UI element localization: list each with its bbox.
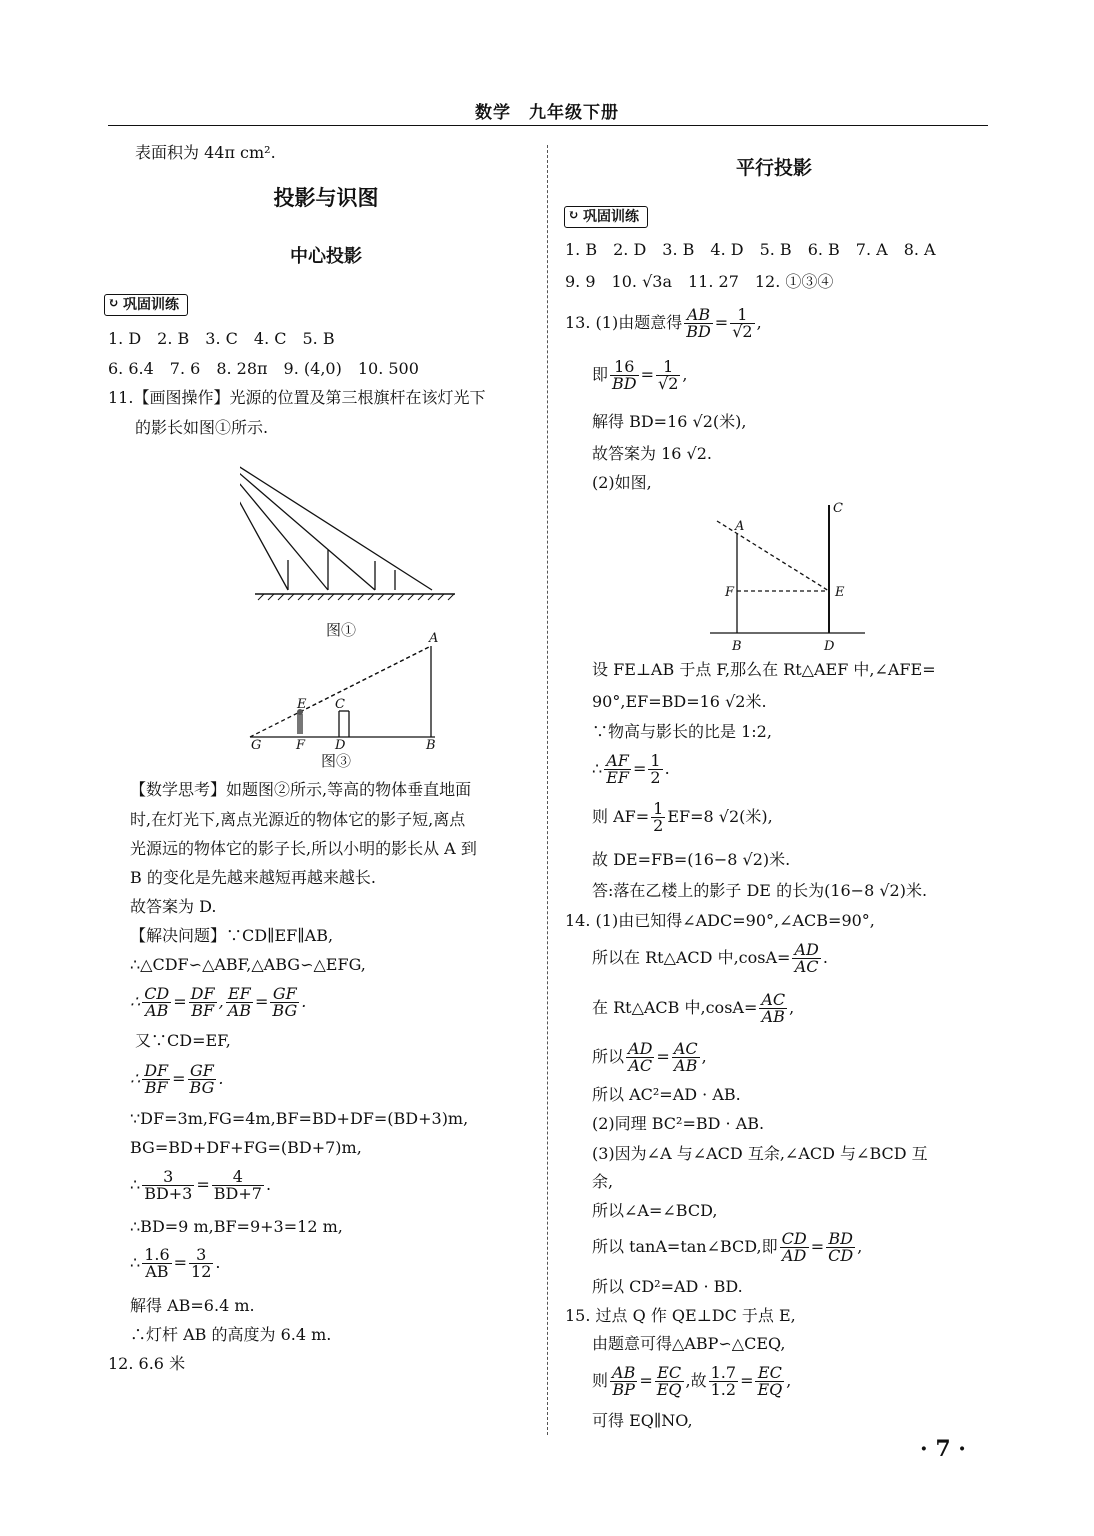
solve-line-1: 【解决问题】∵CD∥EF∥AB,: [130, 926, 334, 945]
q13-equation-4: 则 AF= $\frac{1}{2}$ EF=8 √2(米),: [592, 799, 773, 835]
q15-line-1: 15. 过点 Q 作 QE⊥DC 于点 E,: [565, 1306, 796, 1325]
running-header: 数学 九年级下册: [475, 103, 619, 123]
chapter-title: 投影与识图: [273, 185, 379, 210]
q14-line-7: 所以 CD²=AD · BD.: [592, 1277, 743, 1296]
q13-equation-1: 13. (1)由题意得 $\frac{AB}{BD}$ = $\frac{1}{√2}$ ,: [565, 305, 762, 341]
think-line-2: 时,在灯光下,离点光源近的物体它的影子短,离点: [130, 810, 466, 829]
q13-line-9: 故 DE=FB=(16−8 √2)米.: [592, 850, 791, 869]
column-divider: [547, 145, 548, 1435]
answers-line-2: 6. 6.4 7. 6 8. 28π 9. (4,0) 10. 500: [108, 359, 419, 378]
q13-figure: [705, 495, 870, 655]
badge-arrow-icon: ↻: [108, 296, 119, 311]
figure-3: [245, 628, 460, 750]
svg-text:B: B: [426, 738, 436, 750]
solve-line-3: 又∵CD=EF,: [135, 1031, 231, 1050]
q15-line-2: 由题意可得△ABP∽△CEQ,: [592, 1334, 786, 1353]
svg-text:F: F: [296, 738, 306, 750]
q13-line-8: ∵物高与影长的比是 1:2,: [592, 722, 772, 741]
answers-line-1: 1. D 2. B 3. C 4. C 5. B: [108, 329, 335, 348]
think-line-5: 故答案为 D.: [130, 897, 217, 916]
svg-text:C: C: [335, 697, 345, 712]
q14-equation-4: 所以 tanA=tan∠BCD,即 $\frac{CD}{AD}$ = $\frac{BD}{CD}$ ,: [592, 1229, 863, 1265]
q14-equation-3: 所以 $\frac{AD}{AC}$ = $\frac{AC}{AB}$ ,: [592, 1039, 707, 1075]
q14-equation-2: 在 Rt△ACB 中,cosA= $\frac{AC}{AB}$ ,: [592, 990, 795, 1026]
equation-4: ∴ $\frac{1.6}{AB}$ = $\frac{3}{12}$ .: [130, 1245, 221, 1281]
svg-text:D: D: [335, 738, 346, 750]
q13-equation-3: ∴ $\frac{AF}{EF}$ = $\frac{1}{2}$ .: [592, 751, 670, 787]
svg-text:D: D: [824, 639, 835, 654]
svg-text:F: F: [725, 585, 735, 600]
q15-equation-1: 则 $\frac{AB}{BP}$ = $\frac{EC}{EQ}$ ,故 $\frac{1.7}{1.2}$ = $\frac{EC}{EQ}$ ,: [592, 1363, 792, 1399]
svg-text:C: C: [833, 501, 843, 516]
badge-arrow-icon: ↻: [568, 208, 579, 223]
q14-line-6: 所以∠A=∠BCD,: [592, 1201, 718, 1220]
q13-line-10: 答:落在乙楼上的影子 DE 的长为(16−8 √2)米.: [592, 881, 928, 900]
section-title-central: 中心投影: [290, 246, 362, 267]
think-line-4: B 的变化是先越来越短再越来越长.: [130, 868, 376, 887]
q13-line-3: 解得 BD=16 √2(米),: [592, 412, 747, 431]
right-answers-line-2: 9. 9 10. √3a 11. 27 12. ①③④: [565, 272, 834, 291]
q14-line-2: 所以 AC²=AD · AB.: [592, 1085, 741, 1104]
svg-text:E: E: [835, 585, 845, 600]
section-title-parallel: 平行投影: [735, 157, 812, 179]
header-rule: [108, 125, 988, 126]
q14-equation-1: 所以在 Rt△ACD 中,cosA= $\frac{AD}{AC}$ .: [592, 940, 828, 976]
q13-line-4: 故答案为 16 √2.: [592, 444, 712, 463]
q13-line-5: (2)如图,: [592, 473, 652, 492]
q15-line-3: 可得 EQ∥NO,: [592, 1411, 693, 1430]
q14-line-5: 余,: [592, 1172, 614, 1191]
q13-line-6: 设 FE⊥AB 于点 F,那么在 Rt△AEF 中,∠AFE=: [592, 660, 936, 679]
svg-text:G: G: [251, 738, 262, 750]
q14-line-1: 14. (1)由已知得∠ADC=90°,∠ACB=90°,: [565, 911, 875, 930]
solve-line-4: ∵DF=3m,FG=4m,BF=BD+DF=(BD+3)m,: [130, 1109, 469, 1128]
svg-text:E: E: [297, 697, 307, 712]
solve-line-2: ∴△CDF∽△ABF,△ABG∽△EFG,: [130, 955, 366, 974]
equation-1: ∴ $\frac{CD}{AB}$ = $\frac{DF}{BF}$ , $\frac{EF}{AB}$ = $\frac{GF}{BG}$ .: [130, 984, 307, 1020]
solve-line-7: 解得 AB=6.4 m.: [130, 1296, 255, 1315]
q11-line-1: 11.【画图操作】光源的位置及第三根旗杆在该灯光下: [108, 388, 486, 407]
solve-line-5: BG=BD+DF+FG=(BD+7)m,: [130, 1138, 362, 1157]
practice-badge-left: ↻ 巩固训练: [104, 292, 188, 318]
figure-1-caption: 图①: [326, 621, 357, 639]
q11-line-2: 的影长如图①所示.: [135, 418, 269, 437]
equation-3: ∴ $\frac{3}{BD+3}$ = $\frac{4}{BD+7}$ .: [130, 1167, 272, 1203]
q14-line-4: (3)因为∠A 与∠ACD 互余,∠ACD 与∠BCD 互: [592, 1144, 928, 1163]
intro-line: 表面积为 44π cm².: [135, 143, 276, 162]
q13-line-7: 90°,EF=BD=16 √2米.: [592, 692, 767, 711]
q13-equation-2: 即 $\frac{16}{BD}$ = $\frac{1}{√2}$ ,: [592, 357, 688, 393]
svg-text:B: B: [732, 639, 742, 654]
svg-text:A: A: [735, 519, 745, 534]
right-answers-line-1: 1. B 2. D 3. B 4. D 5. B 6. B 7. A 8. A: [565, 240, 936, 259]
think-line-1: 【数学思考】如题图②所示,等高的物体垂直地面: [130, 780, 472, 799]
solve-line-8: ∴灯杆 AB 的高度为 6.4 m.: [130, 1325, 332, 1344]
q14-line-3: (2)同理 BC²=BD · AB.: [592, 1114, 765, 1133]
svg-text:A: A: [429, 631, 439, 646]
practice-badge-right: ↻ 巩固训练: [564, 204, 648, 230]
page-number: · 7 ·: [920, 1436, 966, 1462]
q12-answer: 12. 6.6 米: [108, 1354, 186, 1373]
solve-line-6: ∴BD=9 m,BF=9+3=12 m,: [130, 1217, 343, 1236]
figure-1: [240, 440, 470, 610]
figure-3-caption: 图③: [321, 752, 352, 770]
equation-2: ∴ $\frac{DF}{BF}$ = $\frac{GF}{BG}$ .: [130, 1061, 224, 1097]
think-line-3: 光源远的物体它的影子长,所以小明的影长从 A 到: [130, 839, 477, 858]
